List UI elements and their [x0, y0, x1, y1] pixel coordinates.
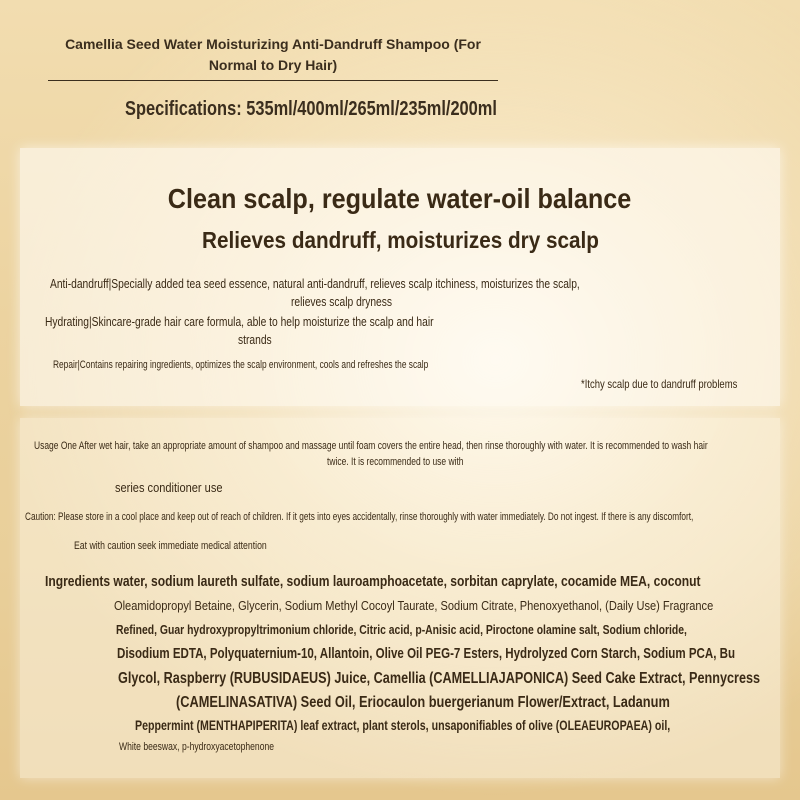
benefit-subheadline-text: Relieves dandruff, moisturizes dry scalp [201, 227, 599, 253]
footnote: *Itchy scalp due to dandruff problems [581, 377, 738, 391]
caution-text: Caution: Please store in a cool place and keep out of reach of children. If it gets into eyes accidentally, rinse thoroughly with water immediately. Do not ingest. If there is any discomfort, [25, 511, 694, 523]
ingredients-line: Ingredients water, sodium laureth sulfate, sodium lauroamphoacetate, sorbitan caprylate, cocamide MEA, coconut [45, 573, 701, 590]
usage-instructions-cont: twice. It is recommended to use with [327, 456, 464, 468]
usage-instructions: Usage One After wet hair, take an appropriate amount of shampoo and massage until foam covers the entire head, then rinse thoroughly with water. It is recommended to wash hair [34, 440, 708, 452]
ingredients-line: Refined, Guar hydroxypropyltrimonium chloride, Citric acid, p-Anisic acid, Piroctone olamine salt, Sodium chloride, [116, 622, 687, 637]
product-title: Camellia Seed Water Moisturizing Anti-Dandruff Shampoo (For Normal to Dry Hair) [65, 36, 481, 73]
title-divider [48, 80, 498, 81]
feature-anti-dandruff-cont: relieves scalp dryness [291, 294, 393, 309]
benefit-headline-text: Clean scalp, regulate water-oil balance [168, 183, 632, 214]
feature-hydrating-cont: strands [238, 332, 272, 347]
specifications: Specifications: 535ml/400ml/265ml/235ml/200ml [125, 98, 497, 120]
ingredients-line: Oleamidopropyl Betaine, Glycerin, Sodium Methyl Cocoyl Taurate, Sodium Citrate, Phenoxyethanol, (Daily Use) Fragrance [114, 598, 714, 613]
benefit-subheadline [0, 227, 800, 254]
caution-text-cont: Eat with caution seek immediate medical attention [74, 540, 267, 552]
ingredients-line: (CAMELINASATIVA) Seed Oil, Eriocaulon buergerianum Flower/Extract, Ladanum [176, 694, 670, 711]
usage-conditioner-note: series conditioner use [115, 480, 223, 495]
feature-hydrating: Hydrating|Skincare-grade hair care formula, able to help moisturize the scalp and hair [45, 314, 434, 329]
feature-repair: Repair|Contains repairing ingredients, optimizes the scalp environment, cools and refreshes the scalp [53, 359, 429, 371]
ingredients-line: Peppermint (MENTHAPIPERITA) leaf extract, plant sterols, unsaponifiables of olive (OLEAEUROPAEA) oil, [135, 717, 671, 733]
ingredients-line: Glycol, Raspberry (RUBUSIDAEUS) Juice, Camellia (CAMELLIAJAPONICA) Seed Cake Extract, Pennycress [118, 670, 761, 687]
ingredients-line: Disodium EDTA, Polyquaternium-10, Allantoin, Olive Oil PEG-7 Esters, Hydrolyzed Corn Starch, Sodium PCA, Bu [117, 645, 736, 662]
feature-anti-dandruff: Anti-dandruff|Specially added tea seed essence, natural anti-dandruff, relieves scalp itchiness, moisturizes the scalp, [50, 276, 580, 291]
ingredients-line: White beeswax, p-hydroxyacetophenone [119, 741, 275, 753]
benefit-headline [0, 183, 800, 215]
